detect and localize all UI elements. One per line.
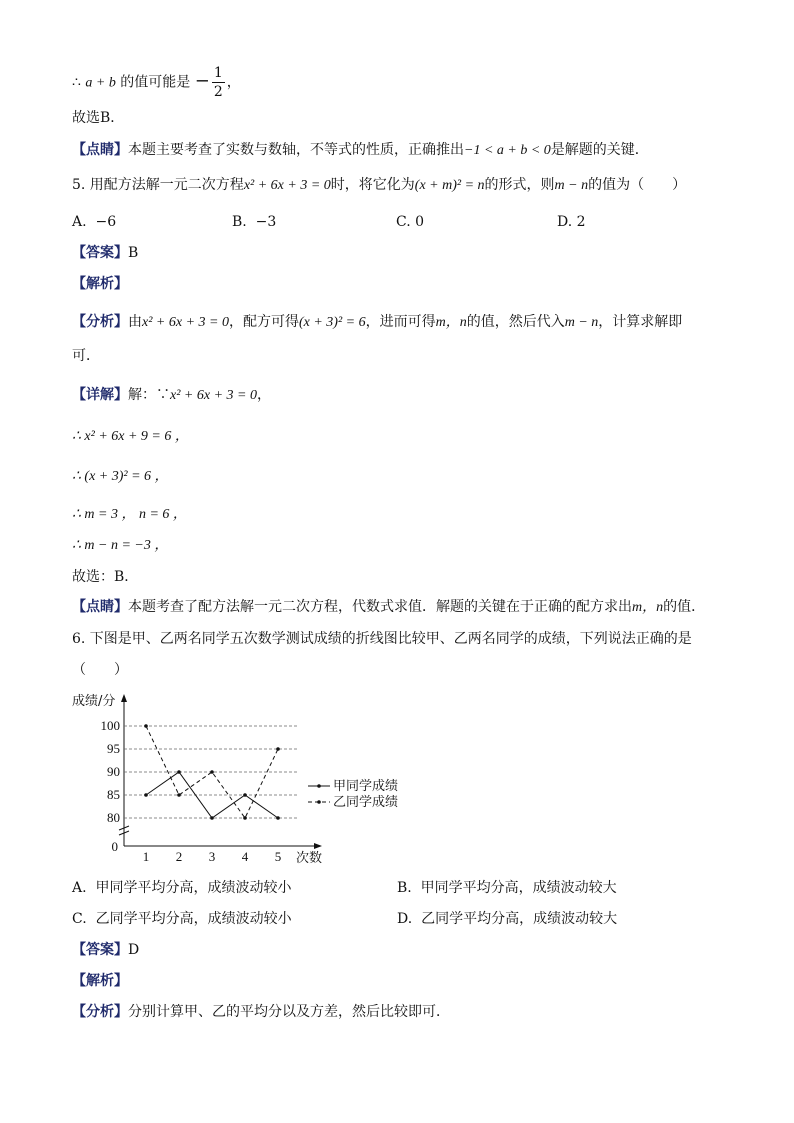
option-label: B. [397,880,412,896]
option-label: C. [72,911,87,927]
option-value: −3 [255,214,277,230]
text: 是解题的关键． [550,142,649,158]
answer-tag: 【答案】 [72,245,128,261]
q5-step-2: ∴ (x + 3)² = 6 ， [72,469,169,484]
series-1-point [276,816,280,820]
text: ，计算求解即 [598,314,683,330]
x-tick-label: 4 [241,849,249,864]
option-value: 0 [415,214,425,230]
therefore-symbol: ∴ [72,74,81,91]
option-label: D. [557,214,573,230]
q5-choose: 故选：B． [72,569,139,585]
equation: (x + 3)² = 6 [298,315,366,330]
option-label: C. [396,214,411,230]
option-label: D. [397,911,413,927]
q5-detail [72,385,271,406]
option-text: 乙同学平均分高，成绩波动较大 [421,911,618,927]
option-label: A. [72,214,87,230]
equation: x² + 6x + 3 = 0 [142,315,229,330]
y-tick-label: 100 [100,718,120,733]
series-1-point [144,793,148,797]
minus-sign: − [194,70,210,92]
series-1-point [177,770,181,774]
option-text: 甲同学平均分高，成绩波动较大 [420,880,617,896]
text: 的值可能是 [120,74,191,91]
q5-step-1: ∴ x² + 6x + 9 = 6 ， [72,429,189,444]
q5-step-4: ∴ m − n = −3 ， [72,538,169,553]
q5-fenxi [72,312,682,333]
text: 由 [128,314,142,330]
series-1-point [210,816,214,820]
option-value: 2 [576,214,586,230]
text: 分别计算甲、乙的平均分以及方差，然后比较即可． [128,1004,450,1020]
fenxi-tag: 【分析】 [72,314,128,330]
legend-label-1: 甲同学成绩 [333,779,399,794]
q6-fenxi [72,1002,450,1022]
option-label: A. [72,880,87,896]
choose-line: 故选B． [72,110,125,126]
answer-tag: 【答案】 [72,942,128,958]
q5-option-b[interactable] [232,212,276,232]
option-text: 甲同学平均分高，成绩波动较小 [95,880,292,896]
text: 本题主要考查了实数与数轴，不等式的性质，正确推出 [128,142,464,158]
expression: m − n [554,178,589,193]
q6-option-b[interactable] [397,878,617,898]
q5-option-a[interactable] [72,212,116,232]
analysis-tag: 【解析】 [72,276,128,292]
answer-value: B [128,245,139,261]
q6-option-d[interactable] [397,909,617,929]
option-text: 乙同学平均分高，成绩波动较小 [95,911,292,927]
y-tick-label: 90 [107,764,120,779]
legend-marker-2 [317,800,321,804]
legend-marker-1 [317,784,321,788]
text: 的值为（ ） [588,177,687,193]
detail-tag: 【详解】 [72,387,128,403]
equation: x² + 6x + 3 = 0 [170,388,257,403]
series-1-point [243,793,247,797]
q6-analysis-tag [72,971,128,991]
q5-option-c[interactable] [396,212,424,232]
text: 的值，然后代入 [466,314,565,330]
dianjing-tag: 【点睛】 [72,599,128,615]
origin-label: 0 [111,839,118,854]
text: 5. 用配方法解一元二次方程 [72,177,244,193]
text: ， [256,387,271,403]
variables: m，n [435,315,467,330]
q6-answer [72,940,139,960]
formula: (x + m)² = n [414,178,485,193]
q5-analysis-tag [72,274,128,294]
inequality: −1 < a + b < 0 [464,143,551,158]
text: 本题考查了配方法解一元二次方程，代数式求值．解题的关键在于正确的配方求出 [128,599,632,615]
punct: ， [226,74,241,91]
text: 时，将它化为 [330,177,415,193]
text: 的值． [663,599,706,615]
q6-option-a[interactable] [72,878,291,898]
text: 解：∵ [128,387,170,403]
q6-stem-paren: （ ） [72,662,128,678]
numerator: 1 [213,65,223,81]
legend-label-2: 乙同学成绩 [333,795,399,810]
series-2-point [177,793,181,797]
conclusion-line [72,64,241,101]
x-tick-label: 1 [142,849,150,864]
y-axis-arrow [121,694,127,702]
y-tick-label: 95 [107,741,120,756]
option-value: −6 [95,214,117,230]
option-label: B. [232,214,247,230]
x-axis-title: 次数 [296,851,323,866]
q5-step-3: ∴ m = 3 ， n = 6 ， [72,507,187,522]
q5-answer [72,243,138,263]
q5-dianjing [72,597,705,618]
x-tick-label: 3 [208,849,216,864]
analysis-tag: 【解析】 [72,973,128,989]
x-axis-arrow [314,843,322,849]
y-tick-label: 80 [107,810,120,825]
variables: m，n [632,600,664,615]
text: ，进而可得 [365,314,436,330]
denominator: 2 [213,84,223,100]
expression: a + b [85,75,116,91]
q5-option-d[interactable] [557,212,586,232]
series-2-point [276,747,280,751]
y-tick-label: 85 [107,787,120,802]
series-2-point [243,816,247,820]
series-2-point [144,724,148,728]
q5-stem [72,175,686,196]
text: 的形式，则 [484,177,555,193]
dianjing-line-1 [72,140,649,161]
score-line-chart [66,688,426,868]
series-2-point [210,770,214,774]
equation: x² + 6x + 3 = 0 [243,178,331,193]
dianjing-tag: 【点睛】 [72,142,128,158]
y-axis-title: 成绩/分 [72,694,116,709]
answer-value: D [128,942,140,958]
x-tick-label: 2 [175,849,183,864]
fenxi-tag: 【分析】 [72,1004,128,1020]
q6-stem: 6. 下图是甲、乙两名同学五次数学测试成绩的折线图比较甲、乙两名同学的成绩，下列说法正确的是 [72,631,692,647]
q6-option-c[interactable] [72,909,292,929]
q5-fenxi-cont: 可． [72,348,100,364]
x-tick-label: 5 [274,849,282,864]
text: ，配方可得 [228,314,299,330]
expression: m − n [564,315,599,330]
fraction [212,64,225,101]
